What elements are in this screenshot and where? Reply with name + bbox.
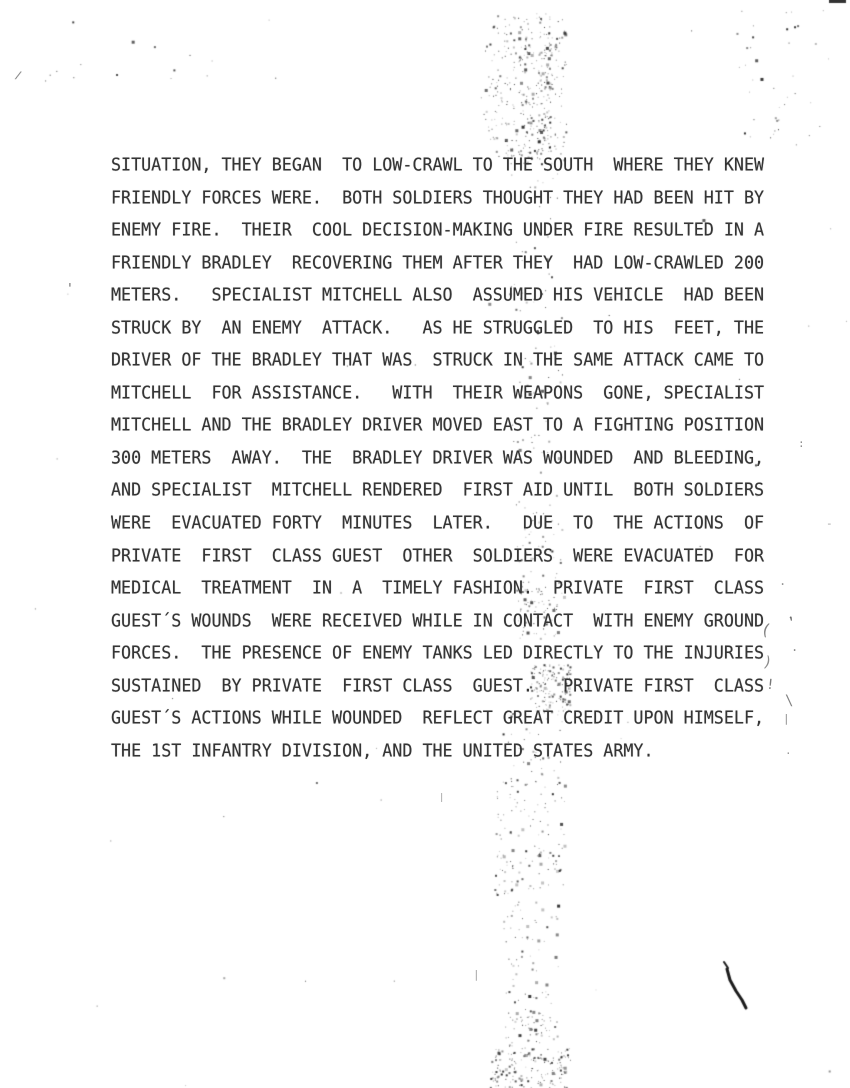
margin-mark: - bbox=[826, 517, 833, 530]
margin-mark: \ bbox=[785, 693, 794, 709]
text-line: FRIENDLY BRADLEY RECOVERING THEM AFTER THEY HAD LOW-CRAWLED 200 bbox=[111, 251, 765, 273]
margin-mark: ) bbox=[760, 652, 775, 672]
margin-mark: . bbox=[785, 744, 792, 757]
margin-mark: ! bbox=[765, 676, 776, 694]
text-line: SUSTAINED BY PRIVATE FIRST CLASS GUEST. PRIVATE FIRST CLASS bbox=[111, 674, 765, 696]
text-line: FRIENDLY FORCES WERE. BOTH SOLDIERS THOUGHT THEY HAD BEEN HIT BY bbox=[111, 185, 765, 208]
margin-mark: | bbox=[783, 712, 790, 725]
margin-mark: . bbox=[779, 574, 787, 588]
text-line: 300 METERS AWAY. THE BRADLEY DRIVER WAS WOUNDED AND BLEEDING, bbox=[111, 446, 765, 468]
text-line: MITCHELL FOR ASSISTANCE. WITH THEIR WEAPONS GONE, SPECIALIST bbox=[111, 381, 765, 403]
text-line: ENEMY FIRE. THEIR COOL DECISION-MAKING UNDER FIRE RESULTED IN A bbox=[111, 218, 765, 240]
margin-mark: . bbox=[791, 640, 799, 654]
margin-mark: | bbox=[439, 793, 445, 803]
text-line: THE 1ST INFANTRY DIVISION, AND THE UNITED STATES ARMY. bbox=[111, 739, 654, 761]
margin-mark: | bbox=[473, 968, 480, 981]
text-line: SITUATION, THEY BEGAN TO LOW-CRAWL TO THE SOUTH WHERE THEY KNEW bbox=[111, 153, 765, 175]
text-line: DRIVER OF THE BRADLEY THAT WAS STRUCK IN THE SAME ATTACK CAME TO bbox=[111, 348, 765, 371]
text-line: MITCHELL AND THE BRADLEY DRIVER MOVED EAST TO A FIGHTING POSITION bbox=[111, 413, 765, 436]
document-text-block bbox=[111, 147, 774, 765]
margin-mark: , bbox=[781, 605, 797, 625]
margin-mark: ( bbox=[758, 619, 774, 640]
margin-mark: / bbox=[13, 68, 23, 83]
text-line: PRIVATE FIRST CLASS GUEST OTHER SOLDIERS WERE EVACUATED FOR bbox=[111, 543, 765, 566]
text-line: STRUCK BY AN ENEMY ATTACK. AS HE STRUGGLED TO HIS FEET, THE bbox=[111, 316, 765, 338]
text-line: METERS. SPECIALIST MITCHELL ALSO ASSUMED HIS VEHICLE HAD BEEN bbox=[111, 283, 765, 306]
margin-mark: : bbox=[798, 437, 805, 450]
text-line: GUEST´S WOUNDS WERE RECEIVED WHILE IN CONTACT WITH ENEMY GROUND bbox=[111, 609, 765, 631]
text-line: AND SPECIALIST MITCHELL RENDERED FIRST AID UNTIL BOTH SOLDIERS bbox=[111, 478, 765, 501]
text-line: GUEST´S ACTIONS WHILE WOUNDED REFLECT GREAT CREDIT UPON HIMSELF, bbox=[111, 706, 765, 729]
text-line: MEDICAL TREATMENT IN A TIMELY FASHION. PRIVATE FIRST CLASS bbox=[111, 576, 765, 598]
text-line: WERE EVACUATED FORTY MINUTES LATER. DUE TO THE ACTIONS OF bbox=[111, 511, 765, 533]
margin-mark: ' bbox=[66, 282, 74, 297]
text-line: FORCES. THE PRESENCE OF ENEMY TANKS LED DIRECTLY TO THE INJURIES bbox=[111, 641, 765, 664]
